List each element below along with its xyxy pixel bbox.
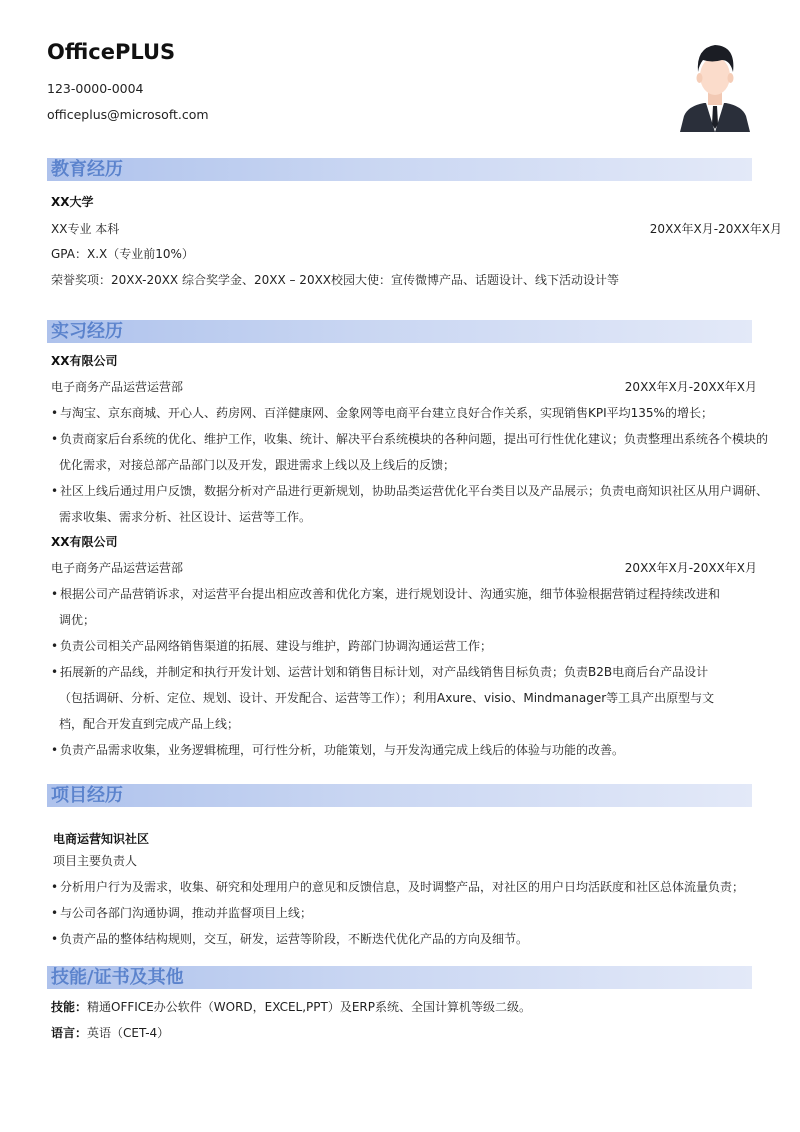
resume-name: OfficePLUS bbox=[47, 40, 176, 64]
section-internship bbox=[47, 320, 752, 343]
company-name: XX有限公司 bbox=[51, 354, 118, 368]
list-item-continued: 优化需求，对接总部产品部门以及开发，跟进需求上线以及上线后的反馈； bbox=[59, 458, 456, 472]
language-label: 语言： bbox=[51, 1026, 88, 1040]
list-item: • 负责商家后台系统的优化、维护工作，收集、统计、解决平台系统模块的各种问题，提出可行性优化建议；负责整理出系统各个模块的 bbox=[51, 430, 768, 447]
gpa: GPA：X.X（专业前10%） bbox=[51, 247, 194, 261]
section-title: 技能/证书及其他 bbox=[51, 967, 184, 988]
section-education bbox=[47, 158, 752, 181]
avatar bbox=[678, 40, 752, 132]
section-title: 项目经历 bbox=[51, 785, 123, 806]
job-date: 20XX年X月-20XX年X月 bbox=[624, 380, 757, 394]
skills-label: 技能： bbox=[51, 1000, 88, 1014]
section-projects bbox=[47, 784, 752, 807]
job-date: 20XX年X月-20XX年X月 bbox=[624, 561, 757, 575]
honors: 荣誉奖项：20XX-20XX 综合奖学金、20XX – 20XX校园大使：宣传微博产品、话题设计、线下活动设计等 bbox=[51, 273, 620, 287]
section-title: 教育经历 bbox=[51, 159, 123, 180]
school-name: XX大学 bbox=[51, 195, 94, 209]
list-item: • 与淘宝、京东商城、开心人、药房网、百洋健康网、金象网等电商平台建立良好合作关系，实现销售KPI平均135%的增长； bbox=[51, 404, 713, 421]
company-name: XX有限公司 bbox=[51, 535, 118, 549]
project-name: 电商运营知识社区 bbox=[53, 832, 150, 846]
education-date: 20XX年X月-20XX年X月 bbox=[649, 222, 782, 236]
skills-text: 精通OFFICE办公软件（WORD，EXCEL,PPT）及ERP系统、全国计算机等级二级。 bbox=[87, 1000, 532, 1014]
list-item: • 负责公司相关产品网络销售渠道的拓展、建设与维护，跨部门协调沟通运营工作； bbox=[51, 637, 492, 654]
section-skills bbox=[47, 966, 752, 989]
language-text: 英语（CET-4） bbox=[87, 1026, 170, 1040]
project-role: 项目主要负责人 bbox=[53, 854, 138, 868]
list-item-continued: 档，配合开发直到完成产品上线； bbox=[59, 717, 240, 731]
list-item: • 负责产品需求收集，业务逻辑梳理，可行性分析，功能策划，与开发沟通完成上线后的体验与功能的改善。 bbox=[51, 741, 624, 758]
phone-number: 123-0000-0004 bbox=[47, 81, 144, 96]
list-item: • 根据公司产品营销诉求，对运营平台提出相应改善和优化方案，进行规划设计、沟通实施，细节体验根据营销过程持续改进和 bbox=[51, 585, 720, 602]
list-item: • 负责产品的整体结构规则，交互，研发，运营等阶段，不断迭代优化产品的方向及细节。 bbox=[51, 930, 528, 947]
department: 电子商务产品运营运营部 bbox=[51, 561, 184, 575]
list-item-continued: 需求收集、需求分析、社区设计、运营等工作。 bbox=[59, 510, 312, 524]
list-item: • 拓展新的产品线，并制定和执行开发计划、运营计划和销售目标计划，对产品线销售目标负责；负责B2B电商后台产品设计 bbox=[51, 663, 708, 680]
department: 电子商务产品运营运营部 bbox=[51, 380, 184, 394]
language-line bbox=[51, 1024, 169, 1041]
section-title: 实习经历 bbox=[51, 321, 123, 342]
major-degree: XX专业 本科 bbox=[51, 222, 120, 236]
list-item-continued: （包括调研、分析、定位、规划、设计、开发配合、运营等工作）；利用Axure、visio、Mindmanager等工具产出原型与文 bbox=[59, 691, 715, 705]
list-item-continued: 调优； bbox=[59, 613, 96, 627]
skills-line bbox=[51, 998, 531, 1015]
email-address: officeplus@microsoft.com bbox=[47, 107, 209, 122]
list-item: • 与公司各部门沟通协调，推动并监督项目上线； bbox=[51, 904, 312, 921]
list-item: • 分析用户行为及需求，收集、研究和处理用户的意见和反馈信息，及时调整产品，对社区的用户日均活跃度和社区总体流量负责； bbox=[51, 878, 744, 895]
list-item: • 社区上线后通过用户反馈，数据分析对产品进行更新规划，协助品类运营优化平台类目以及产品展示；负责电商知识社区从用户调研、 bbox=[51, 482, 768, 499]
